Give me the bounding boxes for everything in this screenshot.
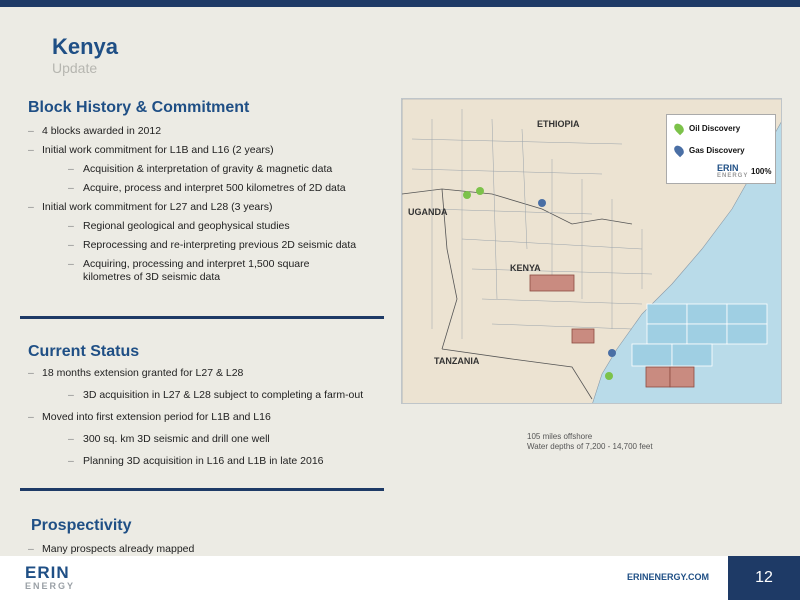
list-item: – 18 months extension granted for L27 & L28 [28,367,244,379]
page-title: Kenya [52,34,119,59]
top-accent-bar [0,0,800,7]
page-subtitle: Update [52,60,98,76]
erin-block-l16 [530,275,574,291]
footer [0,556,800,600]
footer-url: ERINENERGY.COM [627,572,710,582]
section-divider [20,488,384,491]
legend-erin-logo: ERIN ENERGY [717,163,749,179]
label-uganda: UGANDA [408,207,448,217]
erin-block-l28 [670,367,694,387]
list-item: – Initial work commitment for L27 and L28 (3 years) [28,201,273,213]
list-item: – Planning 3D acquisition in L16 and L1B in late 2016 [68,455,324,467]
label-tanzania: TANZANIA [434,356,480,366]
list-item: – 3D acquisition in L27 & L28 subject to completing a farm-out [68,389,364,401]
current-status-heading: Current Status [28,343,140,360]
erin-block-l1b [572,329,594,343]
list-item: – 300 sq. km 3D seismic and drill one well [68,433,270,445]
prospectivity-heading: Prospectivity [31,517,132,534]
section-divider [20,316,384,319]
offshore-note: 105 miles offshore Water depths of 7,200 - 14,700 feet [527,432,653,451]
gas-pin-icon [672,144,685,157]
legend-oil: Oil Discovery [675,123,740,134]
page-number: 12 [728,556,800,600]
legend-share: 100% [751,167,772,176]
list-item: – Regional geological and geophysical studies [68,220,290,232]
block-history-list [28,125,388,284]
current-status-list [28,367,388,468]
list-item: – Acquire, process and interpret 500 kilometres of 2D data [68,182,346,194]
label-kenya: KENYA [510,263,541,273]
oil-pin-icon [672,122,685,135]
list-item: – Many prospects already mapped [28,543,195,555]
prospectivity-list [28,543,388,556]
legend-gas: Gas Discovery [675,145,745,156]
list-item: – Acquisition & interpretation of gravity & magnetic data [68,163,333,175]
list-item: – Reprocessing and re-interpreting previous 2D seismic data [68,239,357,251]
list-item: – Acquiring, processing and interpret 1,500 square kilometres of 3D seismic data [68,258,310,283]
list-item: – 4 blocks awarded in 2012 [28,125,162,137]
label-ethiopia: ETHIOPIA [537,119,580,129]
block-history-heading: Block History & Commitment [28,99,250,116]
list-item: – Initial work commitment for L1B and L16 (2 years) [28,144,274,156]
list-item: – Moved into first extension period for L1B and L16 [28,411,271,423]
erin-energy-logo: ERIN ENERGY [25,563,76,591]
map-legend [666,114,776,184]
kenya-blocks-map [401,98,782,404]
erin-block-l27 [646,367,670,387]
